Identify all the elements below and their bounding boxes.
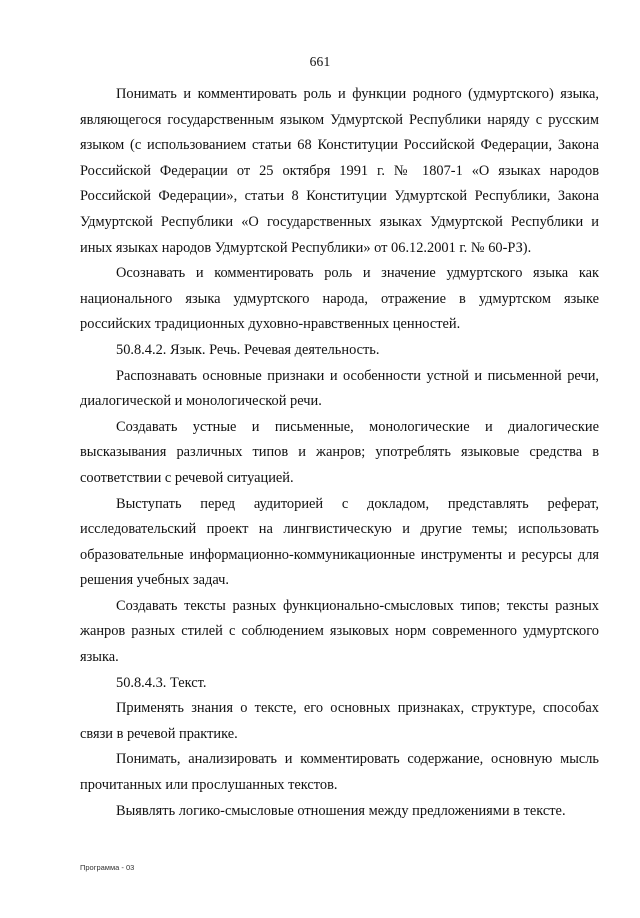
document-body — [80, 82, 599, 824]
paragraph-analyze-content: Понимать, анализировать и комментировать содержание, основную мысль прочитанных или прослушанных текстов. — [80, 751, 599, 794]
paragraph-apply-knowledge: Применять знания о тексте, его основных признаках, структуре, способах связи в речевой практике. — [80, 700, 599, 742]
page-footer: Программа - 03 — [80, 863, 135, 872]
paragraph-create-statements: Создавать устные и письменные, монологические и диалогические высказывания различных типов и жанров; употреблять языковые средства в соответствии с речевой ситуацией. — [80, 418, 599, 486]
page-number: 661 — [309, 54, 331, 69]
paragraph-create-texts: Создавать тексты разных функционально-смысловых типов; тексты разных жанров разных стилей с соблюдением языковых норм современного удмуртского языка. — [80, 597, 599, 666]
paragraph-national-language: Осознавать и комментировать роль и значение удмуртского языка как национального языка удмуртского народа, отражение в удмуртском языке российских традиционных духовно-нравственных ценностей. — [80, 265, 599, 333]
paragraph-speak-audience: Выступать перед аудиторией с докладом, представлять реферат, исследовательский проект на лингвистическую и другие темы; использовать образовательные информационно-коммуникационные инструменты и ресурсы для решения учебных задач. — [80, 495, 599, 589]
paragraph-logical-relations: Выявлять логико-смысловые отношения между предложениями в тексте. — [116, 802, 566, 819]
section-heading-language-speech: 50.8.4.2. Язык. Речь. Речевая деятельность. — [116, 341, 380, 358]
paragraph-native-language-role: Понимать и комментировать роль и функции родного (удмуртского) языка, являющегося государственным языком Удмуртской Республики наряду с русским языком (с использованием статьи 68 Конституции Российской Федерации, Закона Российской Федерации от 25 октября 1991 г. № 1807-1 «О языках народов Российской Федерации», статьи 8 Конституции Удмуртской Республики, Закона Удмуртской Республики «О государственных языках Удмуртской Республики и иных языках народов Удмуртской Республики» от 06.12.2001 г. № 60-РЗ). — [80, 86, 599, 256]
section-heading-text: 50.8.4.3. Текст. — [116, 674, 207, 691]
paragraph-recognize-speech: Распознавать основные признаки и особенности устной и письменной речи, диалогической и монологической речи. — [80, 367, 599, 410]
